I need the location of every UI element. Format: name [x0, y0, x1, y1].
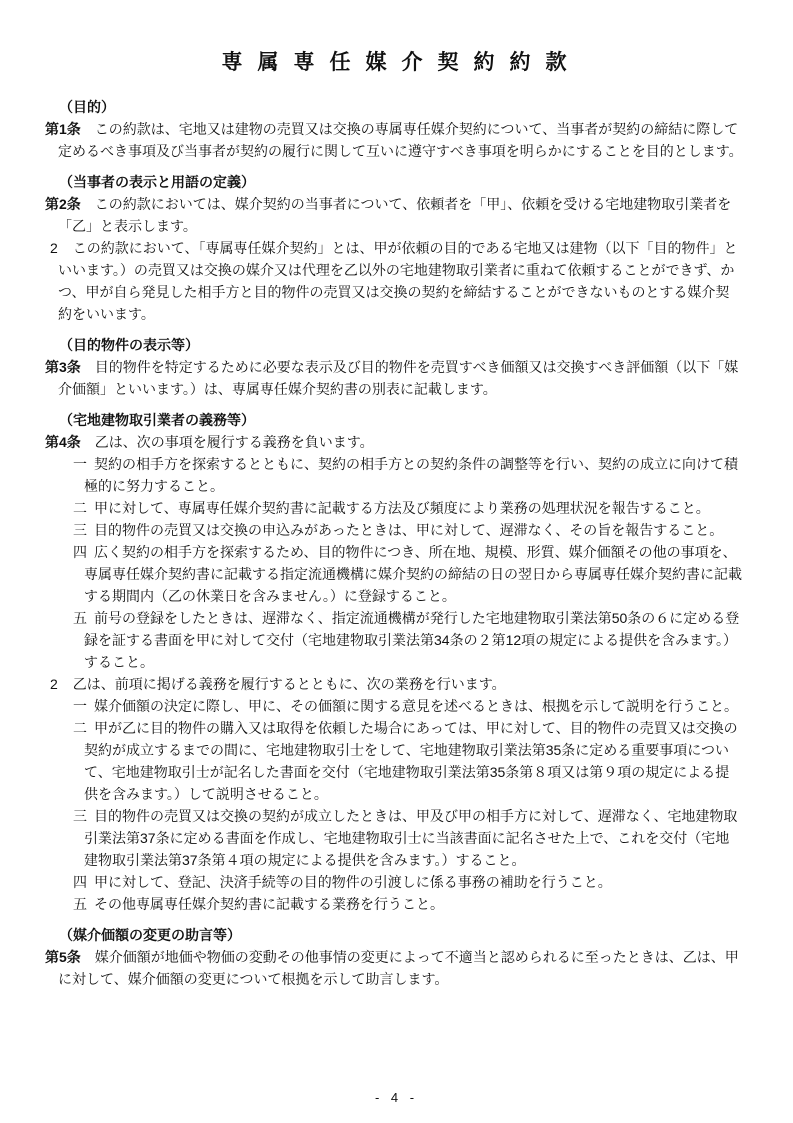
contract-section [45, 96, 743, 162]
clause-number: 一 [73, 456, 87, 472]
clause-number: 第1条 [45, 121, 81, 137]
clause-number: 2 [50, 240, 58, 256]
document-title: 専属専任媒介契約約款 [221, 51, 582, 74]
clause-text: この約款においては、媒介契約の当事者について、依頼者を「甲」、依頼を受ける宅地建物取引業者を「乙」と表示します。 [58, 196, 732, 234]
contract-section [45, 924, 743, 990]
clause-text: 広く契約の相手方を探索するため、目的物件につき、所在地、規模、形質、媒介価額その他の事項を、専属専任媒介契約書に記載する指定流通機構に媒介契約の締結の日の翌日から専属専任媒介契約書に記載する期間内（乙の休業日を含みません。）に登録すること。 [84, 544, 742, 604]
contract-section [45, 171, 743, 325]
item-clause [73, 519, 743, 541]
clause-text: 乙は、次の事項を履行する義務を負います。 [94, 434, 374, 450]
clause-number: 五 [73, 610, 87, 626]
clause-number: 第2条 [45, 196, 81, 212]
item-clause [73, 871, 743, 893]
item-clause [73, 893, 743, 915]
clause-text: 甲に対して、専属専任媒介契約書に記載する方法及び頻度により業務の処理状況を報告すること。 [94, 500, 710, 516]
clause-number: 四 [73, 544, 87, 560]
item-clause [73, 497, 743, 519]
clause-text: 目的物件を特定するために必要な表示及び目的物件を売買すべき価額又は交換すべき評価額（以下「媒介価額」といいます。）は、専属専任媒介契約書の別表に記載します。 [58, 359, 739, 397]
clause-number: 三 [73, 808, 87, 824]
item-clause [73, 695, 743, 717]
clause-number: 第5条 [45, 949, 81, 965]
clause-text: 乙は、前項に掲げる義務を履行するとともに、次の業務を行います。 [72, 676, 506, 692]
clause-text: この約款において、「専属専任媒介契約」とは、甲が依頼の目的である宅地又は建物（以下「目的物件」といいます。）の売買又は交換の媒介又は代理を乙以外の宅地建物取引業者に重ねて依頼することができず、かつ、甲が自ら発見した相手方と目的物件の売買又は交換の契約を締結することができないものとする媒介契約をいいます。 [58, 240, 738, 322]
page-number: - 4 - [374, 1090, 419, 1105]
clause-number: 三 [73, 522, 87, 538]
clause-number: 一 [73, 698, 87, 714]
clause-number: 五 [73, 896, 87, 912]
paragraph-clause [50, 673, 743, 695]
clause-number: 第4条 [45, 434, 81, 450]
section-heading: （目的物件の表示等） [59, 337, 199, 353]
clause-text: 目的物件の売買又は交換の申込みがあったときは、甲に対して、遅滞なく、その旨を報告すること。 [94, 522, 724, 538]
item-clause [73, 541, 743, 607]
item-clause [73, 607, 743, 673]
article-clause [45, 193, 743, 237]
contract-section [45, 409, 743, 915]
clause-number: 2 [50, 676, 58, 692]
paragraph-clause [50, 237, 743, 325]
clause-text: 甲に対して、登記、決済手続等の目的物件の引渡しに係る事務の補助を行うこと。 [94, 874, 612, 890]
item-clause [73, 453, 743, 497]
clause-text: 目的物件の売買又は交換の契約が成立したときは、甲及び甲の相手方に対して、遅滞なく、宅地建物取引業法第37条に定める書面を作成し、宅地建物取引士に当該書面に記名させた上で、これを交付（宅地建物取引業法第37条第４項の規定による提供を含みます。）すること。 [84, 808, 738, 868]
article-clause [45, 356, 743, 400]
article-clause [45, 946, 743, 990]
clause-text: この約款は、宅地又は建物の売買又は交換の専属専任媒介契約について、当事者が契約の締結に際して定めるべき事項及び当事者が契約の履行に関して互いに遵守すべき事項を明らかにすることを目的とします。 [58, 121, 743, 159]
article-clause [45, 431, 743, 453]
section-heading: （媒介価額の変更の助言等） [59, 927, 241, 943]
clause-text: 契約の相手方を探索するとともに、契約の相手方との契約条件の調整等を行い、契約の成立に向けて積極的に努力すること。 [84, 456, 738, 494]
article-clause [45, 118, 743, 162]
clause-number: 第3条 [45, 359, 81, 375]
section-heading: （宅地建物取引業者の義務等） [59, 412, 255, 428]
document-body [45, 96, 743, 990]
section-heading: （目的） [59, 99, 115, 115]
item-clause [73, 805, 743, 871]
clause-text: 媒介価額の決定に際し、甲に、その価額に関する意見を述べるときは、根拠を示して説明を行うこと。 [94, 698, 738, 714]
clause-text: その他専属専任媒介契約書に記載する業務を行うこと。 [94, 896, 444, 912]
clause-number: 四 [73, 874, 87, 890]
clause-number: 二 [73, 720, 87, 736]
contract-section [45, 334, 743, 400]
clause-text: 前号の登録をしたときは、遅滞なく、指定流通機構が発行した宅地建物取引業法第50条の６に定める登録を証する書面を甲に対して交付（宅地建物取引業法第34条の２第12項の規定による提供を含みます。）すること。 [84, 610, 740, 670]
clause-text: 甲が乙に目的物件の購入又は取得を依頼した場合にあっては、甲に対して、目的物件の売買又は交換の契約が成立するまでの間に、宅地建物取引士をして、宅地建物取引業法第35条に定める重要事項について、宅地建物取引士が記名した書面を交付（宅地建物取引業法第35条第８項又は第９項の規定による提供を含みます。）して説明させること。 [84, 720, 738, 802]
item-clause [73, 717, 743, 805]
clause-number: 二 [73, 500, 87, 516]
clause-text: 媒介価額が地価や物価の変動その他事情の変更によって不適当と認められるに至ったときは、乙は、甲に対して、媒介価額の変更について根拠を示して助言します。 [58, 949, 739, 987]
section-heading: （当事者の表示と用語の定義） [59, 174, 255, 190]
